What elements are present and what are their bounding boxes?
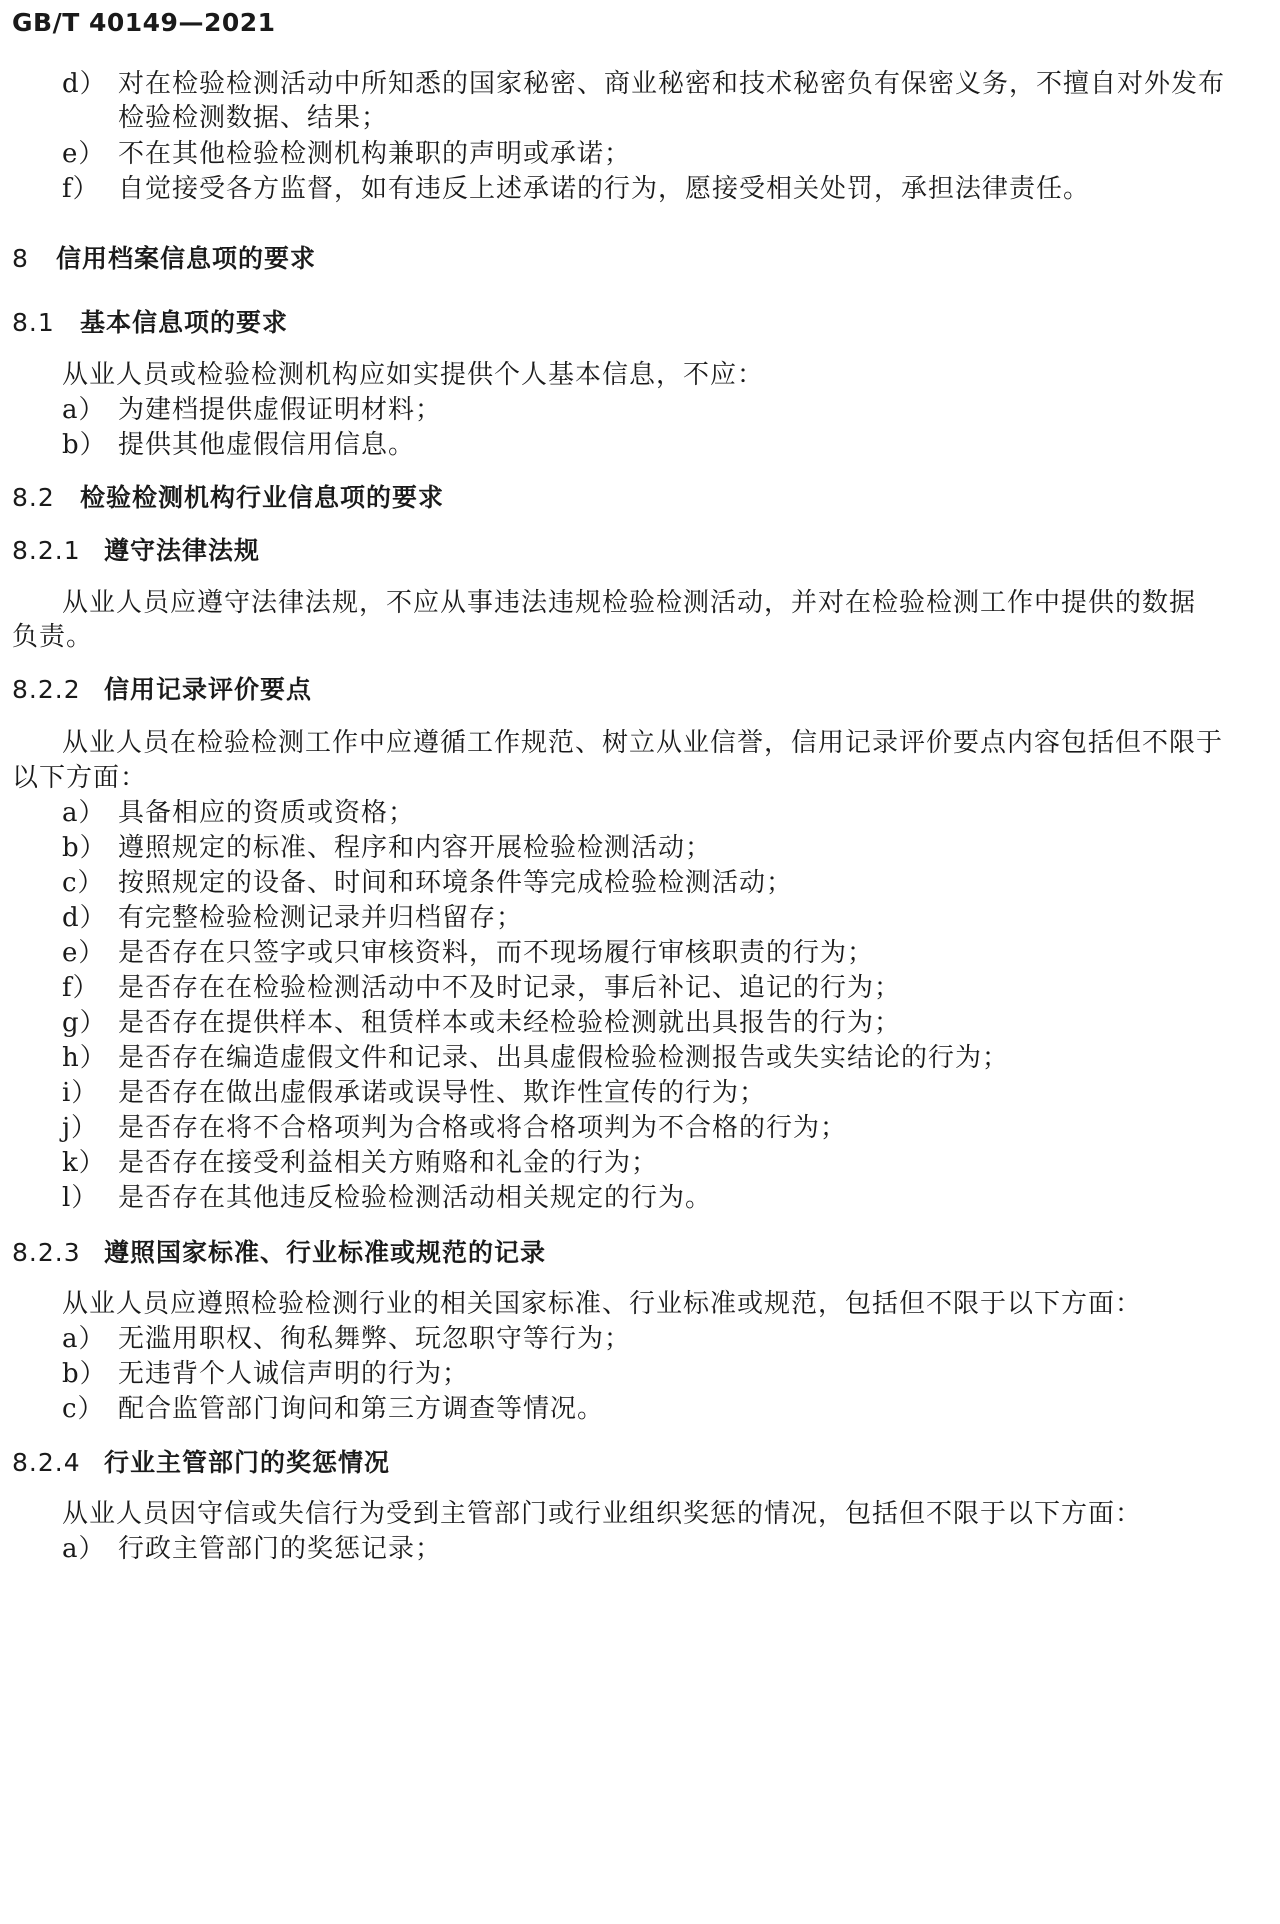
paragraph-line: 从业人员应遵守法律法规，不应从事违法违规检验检测活动，并对在检验检测工作中提供的数据: [62, 588, 1197, 618]
section-title: 基本信息项的要求: [80, 308, 289, 337]
list-label: a）: [62, 798, 106, 828]
list-text: 提供其他虚假信用信息。: [118, 430, 416, 460]
list-text: 自觉接受各方监督，如有违反上述承诺的行为，愿接受相关处罚，承担法律责任。: [118, 174, 1091, 204]
list-label: j）: [62, 1113, 99, 1143]
list-text: 是否存在只签字或只审核资料，而不现场履行审核职责的行为；: [118, 938, 875, 968]
list-text: 是否存在接受利益相关方贿赂和礼金的行为；: [118, 1148, 659, 1178]
list-text: 是否存在将不合格项判为合格或将合格项判为不合格的行为；: [118, 1113, 848, 1143]
list-text: 遵照规定的标准、程序和内容开展检验检测活动；: [118, 833, 713, 863]
list-item: [62, 1041, 1009, 1075]
list-item: [62, 1076, 766, 1110]
list-label: d）: [62, 903, 107, 933]
list-text: 具备相应的资质或资格；: [118, 798, 416, 828]
section-heading-8-2-3: [12, 1236, 546, 1270]
list-label: b）: [62, 833, 107, 863]
section-heading-8-2-4: [12, 1446, 390, 1480]
section-heading-8-1: [12, 306, 288, 340]
list-text: 按照规定的设备、时间和环境条件等完成检验检测活动；: [118, 868, 794, 898]
list-text: 无滥用职权、徇私舞弊、玩忽职守等行为；: [118, 1324, 632, 1354]
list-label: c）: [62, 1394, 105, 1424]
standard-code: GB/T 40149—2021: [12, 8, 276, 37]
list-item: [62, 172, 1090, 206]
section-heading-8-2-2: [12, 673, 312, 707]
list-label: b）: [62, 1359, 107, 1389]
section-title: 行业主管部门的奖惩情况: [104, 1448, 391, 1477]
list-item: [62, 901, 523, 935]
list-item: [62, 428, 415, 462]
list-label: a）: [62, 1324, 106, 1354]
list-item: [62, 831, 712, 865]
list-item: [62, 137, 631, 171]
section-title: 遵守法律法规: [104, 536, 261, 565]
list-item: [62, 1111, 847, 1145]
list-text: 有完整检验检测记录并归档留存；: [118, 903, 524, 933]
list-text: 是否存在在检验检测活动中不及时记录，事后补记、追记的行为；: [118, 973, 902, 1003]
list-text: 是否存在编造虚假文件和记录、出具虚假检验检测报告或失实结论的行为；: [118, 1043, 1010, 1073]
paragraph: 从业人员因守信或失信行为受到主管部门或行业组织奖惩的情况，包括但不限于以下方面：: [62, 1499, 1143, 1529]
list-item: [62, 796, 415, 830]
list-item: [62, 393, 442, 427]
paragraph-line: 从业人员在检验检测工作中应遵循工作规范、树立从业信誉，信用记录评价要点内容包括但不限于: [62, 728, 1224, 758]
paragraph-line: 负责。: [12, 622, 94, 652]
paragraph: 从业人员或检验检测机构应如实提供个人基本信息，不应：: [62, 360, 765, 390]
list-item: [62, 1006, 901, 1040]
section-number: 8: [12, 244, 29, 273]
list-label: k）: [62, 1148, 106, 1178]
section-title: 遵照国家标准、行业标准或规范的记录: [104, 1238, 547, 1267]
list-label: f）: [62, 174, 100, 204]
paragraph: 从业人员应遵照检验检测行业的相关国家标准、行业标准或规范，包括但不限于以下方面：: [62, 1289, 1143, 1319]
list-text: 是否存在其他违反检验检测活动相关规定的行为。: [118, 1183, 713, 1213]
list-label: i）: [62, 1078, 99, 1108]
list-text: 不在其他检验检测机构兼职的声明或承诺；: [118, 139, 632, 169]
list-item-continuation: 检验检测数据、结果；: [118, 103, 389, 133]
section-heading-8-2-1: [12, 534, 260, 568]
list-item: [62, 1357, 469, 1391]
list-item: [62, 1392, 604, 1426]
section-title: 信用记录评价要点: [104, 675, 313, 704]
list-text: 配合监管部门询问和第三方调查等情况。: [118, 1394, 605, 1424]
list-label: l）: [62, 1183, 99, 1213]
list-item: [62, 1146, 658, 1180]
section-number: 8.1: [12, 308, 55, 337]
list-text: 为建档提供虚假证明材料；: [118, 395, 443, 425]
section-number: 8.2.3: [12, 1238, 81, 1267]
list-text: 是否存在做出虚假承诺或误导性、欺诈性宣传的行为；: [118, 1078, 767, 1108]
list-text: 对在检验检测活动中所知悉的国家秘密、商业秘密和技术秘密负有保密义务，不擅自对外发布: [118, 69, 1226, 99]
list-text: 行政主管部门的奖惩记录；: [118, 1534, 443, 1564]
list-item: [62, 1181, 712, 1215]
list-text: 无违背个人诚信声明的行为；: [118, 1359, 470, 1389]
section-number: 8.2: [12, 483, 55, 512]
section-number: 8.2.4: [12, 1448, 81, 1477]
paragraph-line: 以下方面：: [12, 763, 148, 793]
list-item: [62, 1322, 631, 1356]
list-label: b）: [62, 430, 107, 460]
section-title: 检验检测机构行业信息项的要求: [80, 483, 445, 512]
list-label: e）: [62, 139, 106, 169]
list-item: [62, 67, 1225, 101]
list-label: e）: [62, 938, 106, 968]
list-label: f）: [62, 973, 100, 1003]
list-label: c）: [62, 868, 105, 898]
section-title: 信用档案信息项的要求: [56, 244, 317, 273]
list-label: g）: [62, 1008, 107, 1038]
list-item: [62, 971, 901, 1005]
list-label: a）: [62, 1534, 106, 1564]
list-item: [62, 936, 874, 970]
section-heading-8: [12, 242, 316, 276]
section-number: 8.2.2: [12, 675, 81, 704]
list-item: [62, 866, 793, 900]
list-label: a）: [62, 395, 106, 425]
list-label: h）: [62, 1043, 107, 1073]
section-number: 8.2.1: [12, 536, 81, 565]
list-label: d）: [62, 69, 107, 99]
section-heading-8-2: [12, 481, 444, 515]
list-item: [62, 1532, 442, 1566]
list-text: 是否存在提供样本、租赁样本或未经检验检测就出具报告的行为；: [118, 1008, 902, 1038]
